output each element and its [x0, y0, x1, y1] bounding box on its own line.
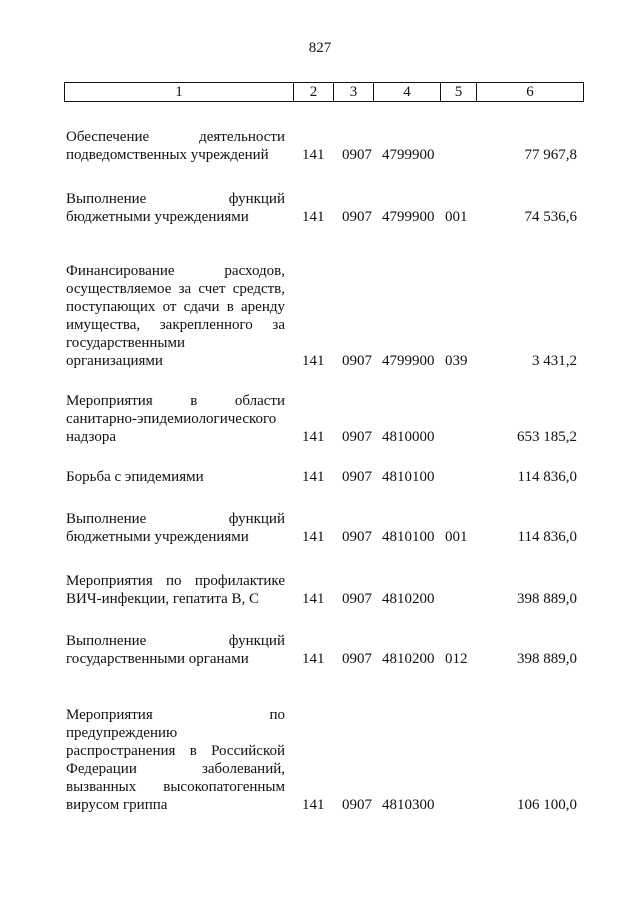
row-section: 0907: [342, 651, 372, 667]
table-row: [0, 632, 640, 668]
row-code: 141: [302, 529, 325, 545]
description-line: организациями: [66, 353, 163, 369]
row-section: 0907: [342, 797, 372, 813]
row-amount: 77 967,8: [524, 147, 577, 163]
description-line: Мероприятия в области: [66, 393, 285, 409]
row-target-article: 4810200: [382, 591, 435, 607]
description-line: поступающих от сдачи в аренду: [66, 299, 285, 315]
row-description: [66, 468, 285, 486]
row-description: [66, 128, 285, 164]
row-target-article: 4810300: [382, 797, 435, 813]
description-line: бюджетными учреждениями: [66, 529, 249, 545]
description-line: санитарно-эпидемиологического: [66, 411, 277, 427]
row-target-article: 4810200: [382, 651, 435, 667]
row-expense-type: 001: [445, 209, 468, 225]
table-row: [0, 128, 640, 164]
table-row: [0, 572, 640, 608]
description-line: государственными органами: [66, 651, 249, 667]
header-col-6: 6: [526, 83, 534, 100]
description-line: Мероприятия по: [66, 707, 285, 723]
description-line: подведомственных учреждений: [66, 147, 269, 163]
description-line: бюджетными учреждениями: [66, 209, 249, 225]
row-section: 0907: [342, 591, 372, 607]
row-target-article: 4799900: [382, 353, 435, 369]
description-line: государственными: [66, 335, 185, 351]
row-section: 0907: [342, 353, 372, 369]
row-target-article: 4799900: [382, 147, 435, 163]
row-code: 141: [302, 209, 325, 225]
table-row: [0, 706, 640, 814]
row-code: 141: [302, 591, 325, 607]
row-code: 141: [302, 797, 325, 813]
description-line: Борьба с эпидемиями: [66, 469, 204, 485]
row-expense-type: 001: [445, 529, 468, 545]
header-col-3: 3: [334, 83, 374, 101]
description-line: Федерации заболеваний,: [66, 761, 285, 777]
row-amount: 398 889,0: [517, 591, 577, 607]
header-col-4: 4: [374, 83, 441, 101]
row-code: 141: [302, 469, 325, 485]
table-row: [0, 468, 640, 486]
header-col-5: 5: [441, 83, 477, 101]
table-row: [0, 510, 640, 546]
description-line: предупреждению: [66, 725, 178, 741]
row-amount: 106 100,0: [517, 797, 577, 813]
row-amount: 3 431,2: [532, 353, 577, 369]
description-line: Мероприятия по профилактике: [66, 573, 285, 589]
page-number: 827: [308, 40, 332, 56]
header-col-2: 2: [294, 83, 334, 101]
row-amount: 398 889,0: [517, 651, 577, 667]
row-code: 141: [302, 353, 325, 369]
row-section: 0907: [342, 429, 372, 445]
row-section: 0907: [342, 529, 372, 545]
row-target-article: 4810100: [382, 529, 435, 545]
row-section: 0907: [342, 209, 372, 225]
row-target-article: 4810100: [382, 469, 435, 485]
row-description: [66, 572, 285, 608]
table-row: [0, 262, 640, 370]
table-row: [0, 190, 640, 226]
description-line: распространения в Российской: [66, 743, 285, 759]
row-amount: 653 185,2: [517, 429, 577, 445]
row-description: [66, 706, 285, 814]
row-code: 141: [302, 147, 325, 163]
table-header: [64, 82, 584, 102]
row-target-article: 4810000: [382, 429, 435, 445]
row-description: [66, 632, 285, 668]
row-amount: 74 536,6: [524, 209, 577, 225]
row-amount: 114 836,0: [517, 529, 577, 545]
row-code: 141: [302, 651, 325, 667]
row-description: [66, 190, 285, 226]
row-expense-type: 039: [445, 353, 468, 369]
description-line: Обеспечение деятельности: [66, 129, 285, 145]
description-line: вызванных высокопатогенным: [66, 779, 285, 795]
description-line: Выполнение функций: [66, 191, 285, 207]
description-line: ВИЧ-инфекции, гепатита В, С: [66, 591, 260, 607]
table-row: [0, 392, 640, 446]
row-target-article: 4799900: [382, 209, 435, 225]
row-expense-type: 012: [445, 651, 468, 667]
description-line: Выполнение функций: [66, 633, 285, 649]
description-line: Финансирование расходов,: [66, 263, 285, 279]
row-description: [66, 392, 285, 446]
description-line: имущества, закрепленного за: [66, 317, 285, 333]
row-section: 0907: [342, 469, 372, 485]
row-amount: 114 836,0: [517, 469, 577, 485]
description-line: Выполнение функций: [66, 511, 285, 527]
description-line: осуществляемое за счет средств,: [66, 281, 285, 297]
header-col-1: 1: [65, 83, 294, 101]
row-description: [66, 510, 285, 546]
row-description: [66, 262, 285, 370]
description-line: надзора: [66, 429, 116, 445]
description-line: вирусом гриппа: [66, 797, 168, 813]
row-code: 141: [302, 429, 325, 445]
row-section: 0907: [342, 147, 372, 163]
